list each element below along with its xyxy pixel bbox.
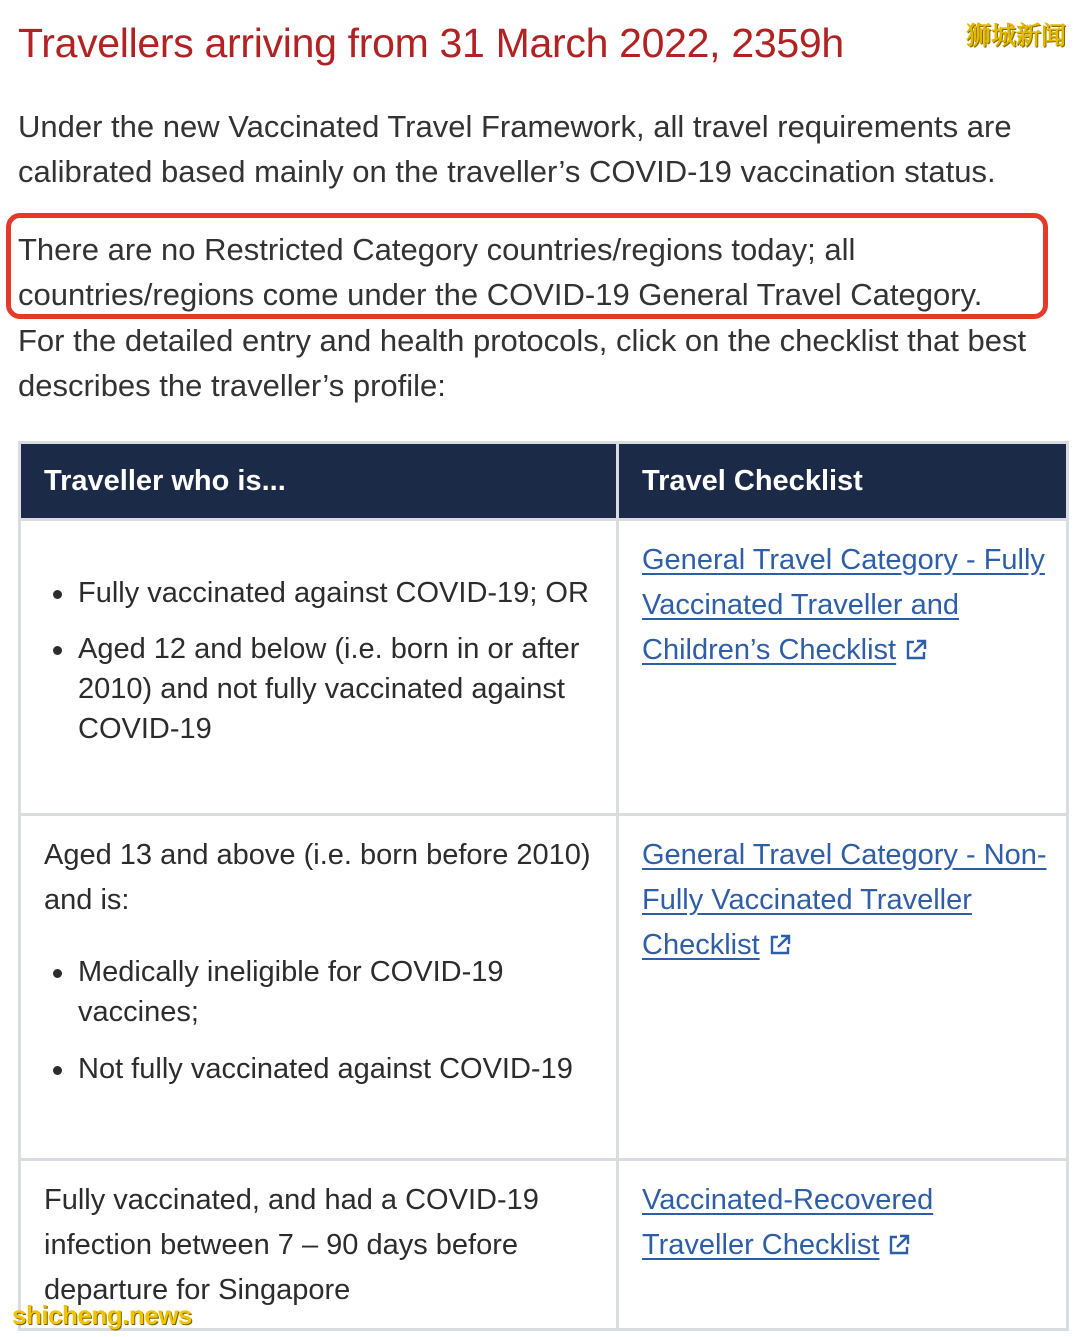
external-link-icon: [887, 1226, 911, 1271]
page-title: Travellers arriving from 31 March 2022, 2359h: [18, 20, 844, 66]
criteria-intro: Aged 13 and above (i.e. born before 2010) and is:: [44, 839, 591, 916]
criteria-list: [44, 573, 598, 749]
criteria-item: Aged 12 and below (i.e. born in or after 2010) and not fully vaccinated against COVID-19: [44, 629, 598, 749]
table-header-row: [20, 443, 1068, 520]
column-header-traveller: Traveller who is...: [20, 443, 618, 520]
criteria-item: Not fully vaccinated against COVID-19: [44, 1049, 598, 1089]
criteria-list: [44, 952, 598, 1089]
highlighted-paragraph: There are no Restricted Category countries/regions today; all countries/regions come under the COVID-19 General Travel Category.: [18, 232, 983, 312]
watermark-logo-top: 狮城新闻: [965, 22, 1066, 50]
checklist-link-cell: [618, 1160, 1068, 1330]
checklist-link-cell: [618, 815, 1068, 1160]
criteria-item: Fully vaccinated against COVID-19; OR: [44, 573, 598, 613]
table-row: [20, 520, 1068, 815]
checklist-link-vaccinated-recovered[interactable]: Vaccinated-Recovered Traveller Checklist: [642, 1184, 934, 1261]
intro-paragraph: Under the new Vaccinated Travel Framework, all travel requirements are calibrated based mainly on the traveller’s COVID-19 vaccination status.: [18, 109, 1012, 189]
external-link-icon: [904, 631, 928, 676]
checklist-link-cell: [618, 520, 1068, 815]
checklist-link-fully-vaccinated[interactable]: General Travel Category - Fully Vaccinated Traveller and Children’s Checklist: [642, 544, 1045, 666]
watermark-domain-bottom: shicheng.news: [12, 1300, 192, 1330]
table-row: [20, 815, 1068, 1160]
external-link-icon: [768, 926, 792, 971]
instruction-paragraph: For the detailed entry and health protocols, click on the checklist that best describes the traveller’s profile:: [18, 323, 1027, 403]
criteria-item: Medically ineligible for COVID-19 vaccines;: [44, 952, 598, 1032]
column-header-checklist: Travel Checklist: [618, 443, 1068, 520]
checklist-link-non-fully-vaccinated[interactable]: General Travel Category - Non-Fully Vaccinated Traveller Checklist: [642, 839, 1047, 961]
traveller-criteria-cell: [20, 815, 618, 1160]
travel-checklist-table: [18, 441, 1069, 1331]
highlight-annotation-box: [6, 213, 1048, 319]
criteria-intro: Fully vaccinated, and had a COVID-19 infection between 7 – 90 days before departure for Singapore: [44, 1184, 539, 1306]
traveller-criteria-cell: [20, 520, 618, 815]
